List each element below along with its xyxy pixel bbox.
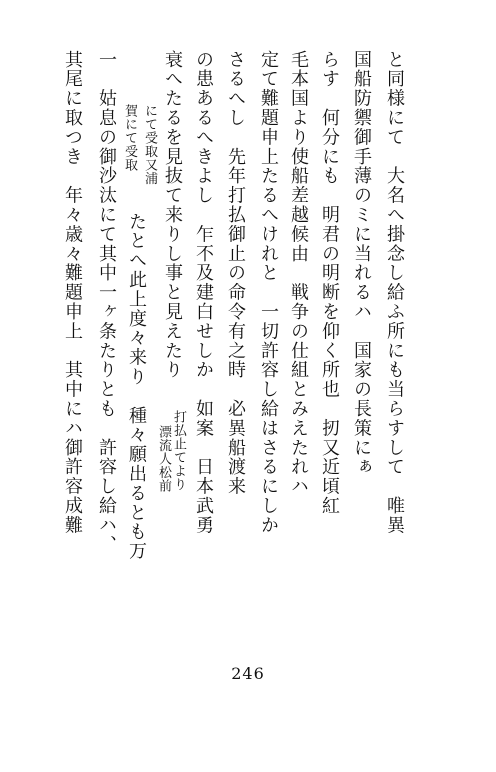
text-column-1: と同様にて 大名へ掛念し給ふ所にも当らすして 唯異 [384, 50, 405, 535]
text-column-11: 其尾に取つき 年々歳々難題申上 其中にハ御許容成難 [62, 50, 83, 535]
text-column-10: 一 姑息の御沙汰にて其中一ヶ条たりとも 許容し給ハ、 [96, 50, 117, 555]
text-column-3: らす 何分にも 明君の明断を仰く所也 扨又近頃紅 [319, 50, 340, 516]
note-column-9a: にて受取又浦 [142, 104, 157, 185]
note-column-9b: 賀にて受取 [122, 104, 137, 172]
page-number: 246 [231, 664, 265, 683]
text-column-7: の患あるへきよし 乍不及建白せしか 如案 日本武勇 [193, 50, 214, 535]
text-column-5: 定て難題申上たるへけれと 一切許容し給はさるにしか [258, 50, 279, 535]
text-column-6: さるへし 先年打払御止の命令有之時 必異船渡来 [225, 50, 246, 497]
text-column-2: 国船防禦御手薄のミに当れるハ 国家の長策にぁ [351, 50, 372, 477]
note-column-8b: 漂流人松前 [156, 425, 171, 493]
text-column-8: 衰へたるを見抜て来りし事と見えたり [162, 50, 183, 380]
text-column-4: 毛本国より使船差越候由 戦争の仕組とみえたれハ [288, 50, 309, 497]
text-column-9-continued: たとへ此上度々来り 種々願出るとも万 [126, 212, 147, 562]
note-column-8a: 打払止てより [171, 410, 186, 491]
